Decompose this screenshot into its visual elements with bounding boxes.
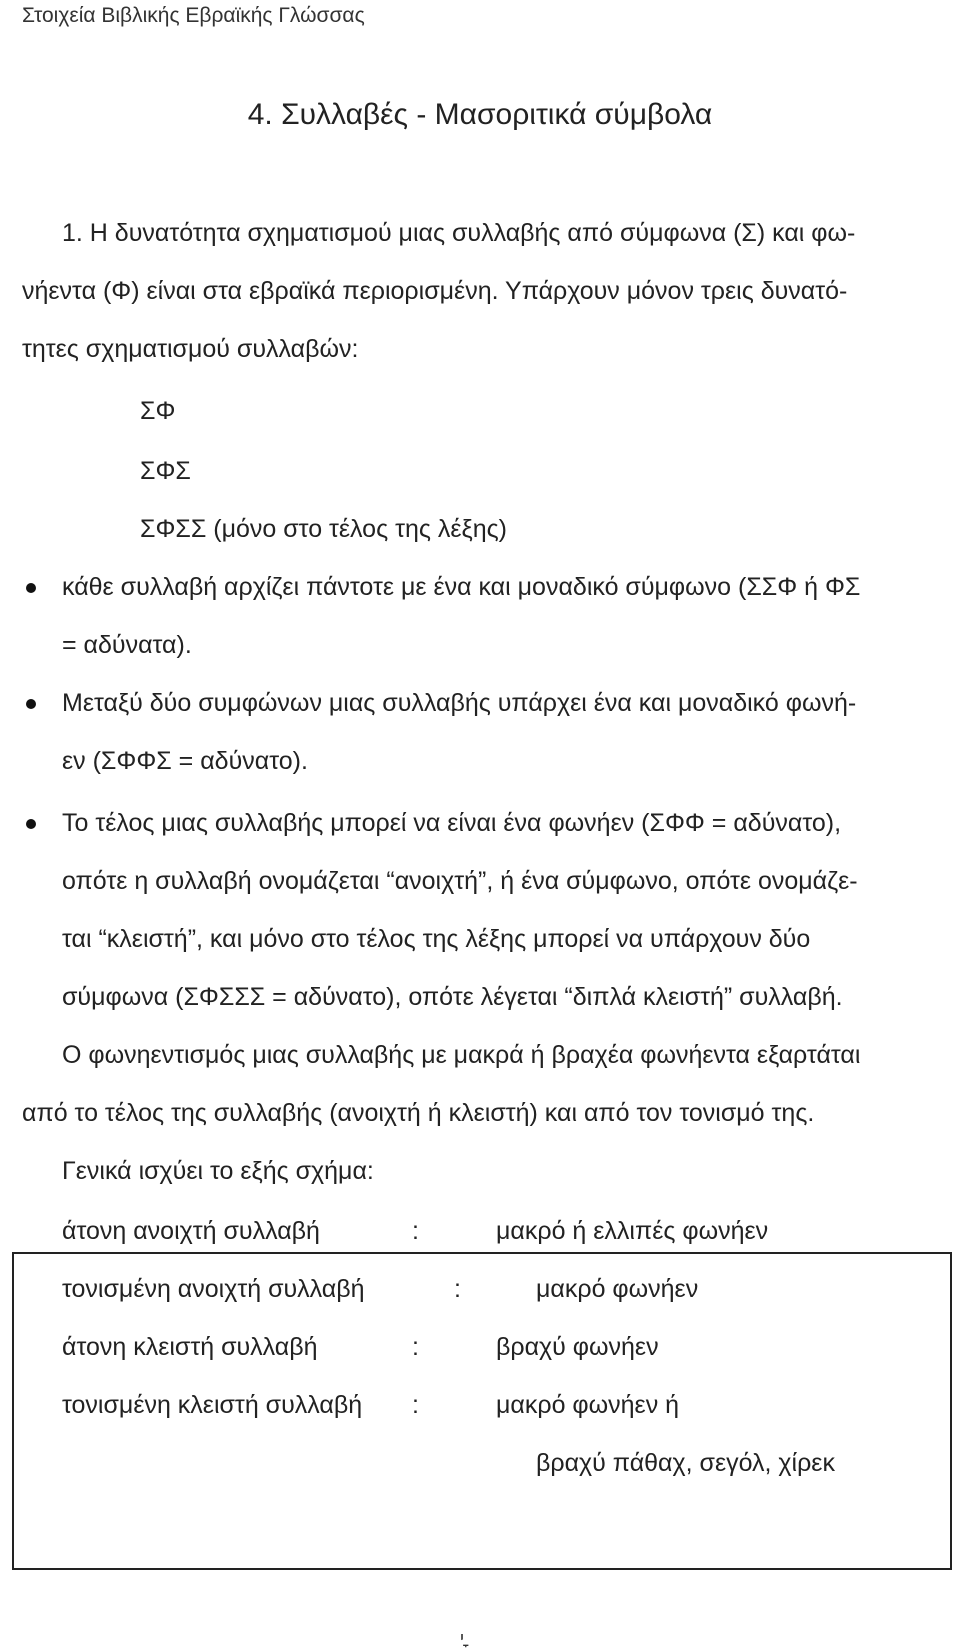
pattern-cvc: ΣΦΣ: [140, 457, 191, 485]
table-row-3-value: βραχύ φωνήεν: [496, 1333, 659, 1361]
table-row-3-label: άτονη κλειστή συλλαβή: [62, 1333, 318, 1361]
intro-line-1: 1. Η δυνατότητα σχηματισμού μιας συλλαβής από σύμφωνα (Σ) και φω-: [62, 219, 856, 247]
paragraph-line-1: Ο φωνηεντισμός μιας συλλαβής με μακρά ή βραχέα φωνήεντα εξαρτάται: [62, 1041, 861, 1069]
table-continuation: βραχύ πάθαχ, σεγόλ, χίρεκ: [536, 1449, 835, 1477]
table-row-4-value: μακρό φωνήεν ή: [496, 1391, 680, 1419]
chapter-title: 4. Συλλαβές - Μασοριτικά σύμβολα: [247, 98, 713, 131]
pattern-cv: ΣΦ: [140, 397, 176, 425]
table-row-2-value: μακρό φωνήεν: [536, 1275, 699, 1303]
bullet-3-line-3: ται “κλειστή”, και μόνο στο τέλος της λέξης μπορεί να υπάρχουν δύο: [62, 925, 811, 953]
intro-line-2: νήεντα (Φ) είναι στα εβραϊκά περιορισμένη. Υπάρχουν μόνον τρεις δυνατό-: [22, 277, 848, 305]
table-row-1-label: άτονη ανοιχτή συλλαβή: [62, 1217, 320, 1245]
bullet-1-dot: [26, 583, 36, 593]
table-row-2-sep: :: [454, 1275, 461, 1303]
bullet-2-line-2: εν (ΣΦΦΣ = αδύνατο).: [62, 747, 308, 775]
table-row-2-label: τονισμένη ανοιχτή συλλαβή: [62, 1275, 365, 1303]
bullet-1-line-1: κάθε συλλαβή αρχίζει πάντοτε με ένα και μοναδικό σύμφωνο (ΣΣΦ ή ΦΣ: [62, 573, 861, 601]
bullet-2-dot: [26, 699, 36, 709]
pattern-cvcc: ΣΦΣΣ (μόνο στο τέλος της λέξης): [140, 515, 507, 543]
paragraph-line-3: Γενικά ισχύει το εξής σχήμα:: [62, 1157, 374, 1185]
bullet-1-line-2: = αδύνατα).: [62, 631, 192, 659]
bullet-3-dot: [26, 819, 36, 829]
bullet-3-line-2: οπότε η συλλαβή ονομάζεται “ανοιχτή”, ή ένα σύμφωνο, οπότε ονομάζε-: [62, 867, 858, 895]
bullet-2-line-1: Μεταξύ δύο συμφώνων μιας συλλαβής υπάρχει ένα και μοναδικό φωνή-: [62, 689, 857, 717]
running-header: Στοιχεία Βιβλικής Εβραϊκής Γλώσσας: [22, 4, 365, 27]
page-number: ָי: [460, 1628, 465, 1649]
table-row-4-label: τονισμένη κλειστή συλλαβή: [62, 1391, 363, 1419]
table-row-4-sep: :: [412, 1391, 419, 1419]
paragraph-line-2: από το τέλος της συλλαβής (ανοιχτή ή κλειστή) και από τον τονισμό της.: [22, 1099, 815, 1127]
table-row-1-value: μακρό ή ελλιπές φωνήεν: [496, 1217, 769, 1245]
bullet-3-line-1: Το τέλος μιας συλλαβής μπορεί να είναι ένα φωνήεν (ΣΦΦ = αδύνατο),: [62, 809, 842, 837]
bullet-3-line-4: σύμφωνα (ΣΦΣΣΣ = αδύνατο), οπότε λέγεται “διπλά κλειστή” συλλαβή.: [62, 983, 843, 1011]
table-row-3-sep: :: [412, 1333, 419, 1361]
intro-line-3: τητες σχηματισμού συλλαβών:: [22, 335, 359, 363]
table-row-1-sep: :: [412, 1217, 419, 1245]
